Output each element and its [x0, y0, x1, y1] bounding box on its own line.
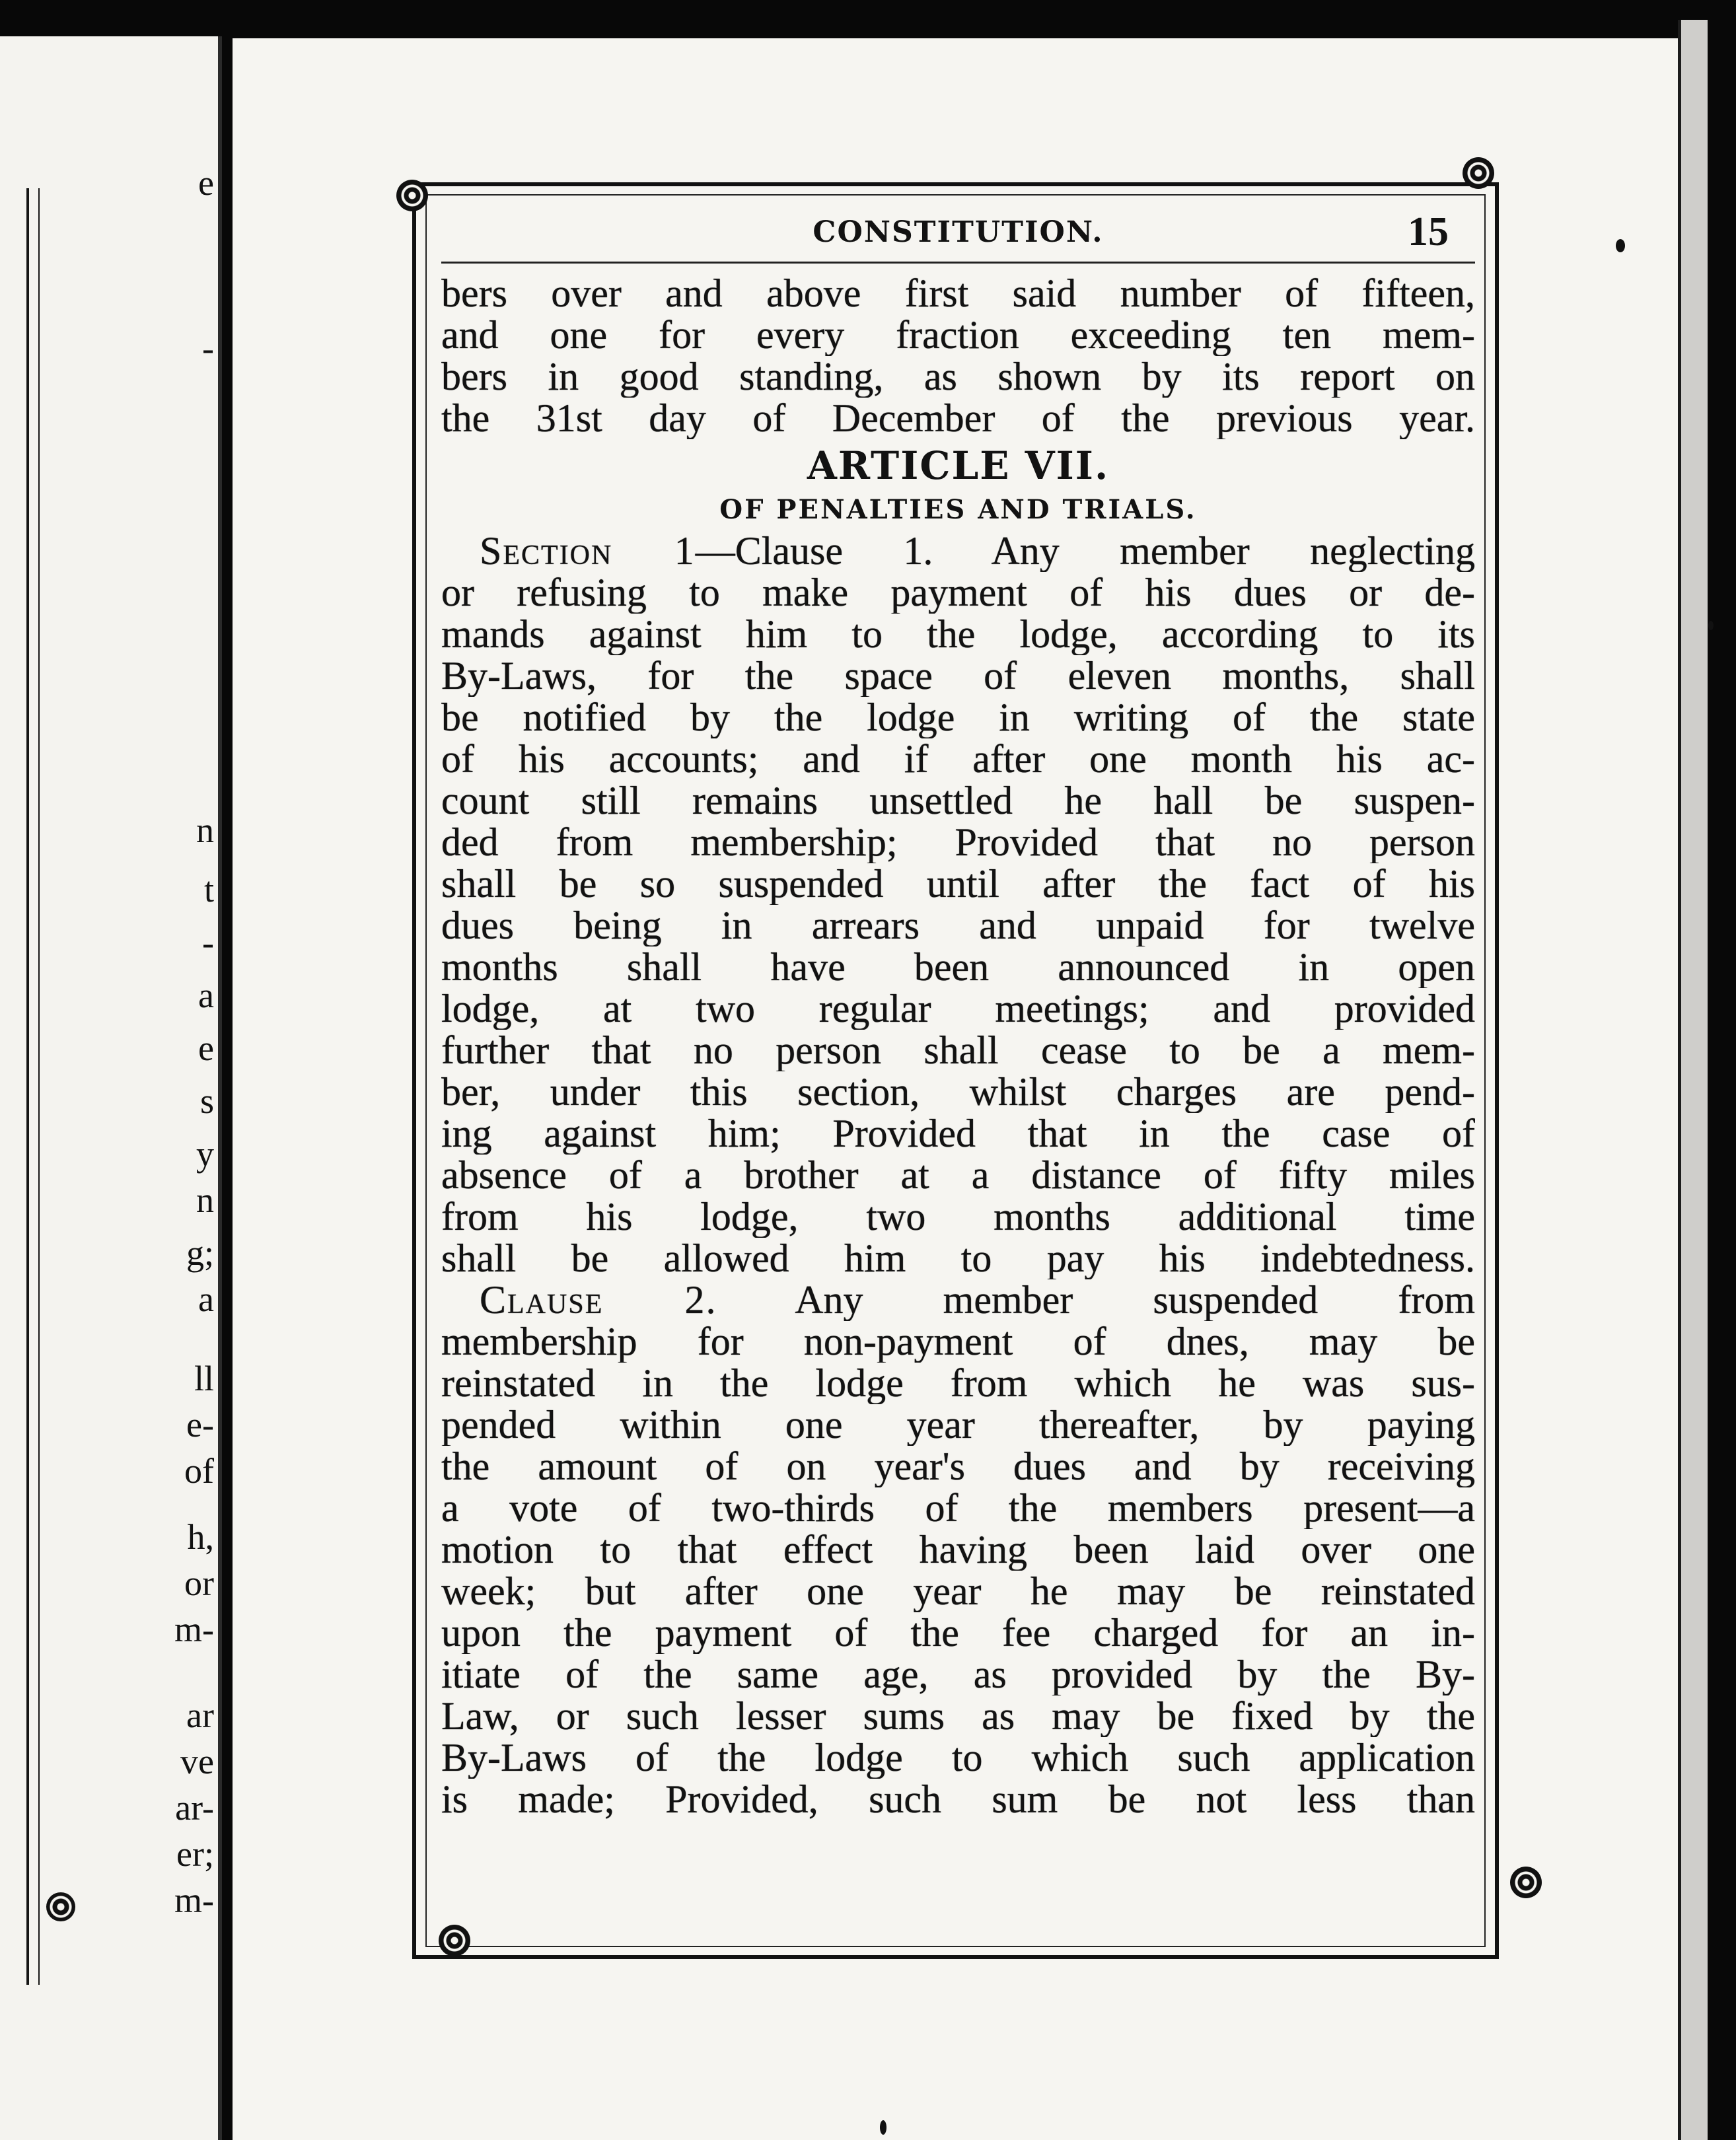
section-1-line: further that no person shall cease to be a mem- — [441, 1030, 1475, 1071]
page-number: 15 — [1408, 209, 1449, 254]
continuation-paragraph — [441, 273, 1475, 439]
corner-rosette-icon — [439, 1925, 470, 1956]
left-page-fragment: of — [184, 1451, 214, 1491]
running-header — [441, 203, 1475, 264]
section-1-line: absence of a brother at a distance of fifty miles — [441, 1155, 1475, 1196]
section-1-line: ing against him; Provided that in the case of — [441, 1113, 1475, 1155]
clause-2-line: reinstated in the lodge from which he was sus- — [441, 1363, 1475, 1404]
section-1-lines — [441, 572, 1475, 1279]
section-1-line: of his accounts; and if after one month his ac- — [441, 738, 1475, 780]
section-1-line: count still remains unsettled he hall be suspen- — [441, 780, 1475, 822]
section-1-line: shall be allowed him to pay his indebtedness. — [441, 1238, 1475, 1279]
article-subheading: OF PENALTIES AND TRIALS. — [719, 494, 1197, 525]
clause-2-line: Law, or such lesser sums as may be fixed by the — [441, 1695, 1475, 1737]
clause-2-first-line-text: Any member suspended from — [717, 1279, 1475, 1321]
left-page-fragment: ve — [180, 1742, 214, 1781]
running-title: CONSTITUTION. — [813, 215, 1104, 249]
left-page-fragment: er; — [176, 1834, 214, 1874]
left-page-fragment: or — [184, 1563, 214, 1603]
left-page-fragment: e — [198, 163, 214, 203]
dust-speck — [1708, 621, 1714, 630]
right-page-edge — [1678, 20, 1708, 2140]
left-page-fragment: h, — [187, 1517, 214, 1557]
clause-2-line: By-Laws of the lodge to which such application — [441, 1737, 1475, 1779]
section-1-line: ber, under this section, whilst charges are pend- — [441, 1071, 1475, 1113]
section-1-line: mands against him to the lodge, according to its — [441, 614, 1475, 655]
clause-2-line: week; but after one year he may be reinstated — [441, 1571, 1475, 1612]
section-1-line: lodge, at two regular meetings; and provided — [441, 988, 1475, 1030]
clause-2-line: a vote of two-thirds of the members present—a — [441, 1487, 1475, 1529]
page-body — [441, 203, 1475, 1820]
clause-2-lines — [441, 1321, 1475, 1820]
continuation-line: the 31st day of December of the previous year. — [441, 398, 1475, 439]
left-page-fragment: m- — [174, 1880, 214, 1920]
left-page-fragment: - — [202, 923, 214, 962]
section-1-line: shall be so suspended until after the fact of his — [441, 863, 1475, 905]
left-page-fragment: t — [203, 870, 214, 910]
left-page-fragment: e — [198, 1028, 214, 1068]
left-page-fragment: e- — [186, 1405, 214, 1444]
left-page-fragment: ll — [194, 1359, 214, 1398]
section-1-line: or refusing to make payment of his dues or de- — [441, 572, 1475, 614]
section-1-paragraph — [441, 530, 1475, 1279]
clause-2-first-line — [441, 1279, 1475, 1321]
corner-rosette-icon — [1510, 1867, 1542, 1898]
dust-speck — [1616, 239, 1625, 252]
clause-2-label: Clause 2. — [480, 1279, 717, 1321]
left-page-fragment: y — [196, 1134, 214, 1174]
article-heading: ARTICLE VII. — [807, 443, 1110, 488]
section-1-line: dues being in arrears and unpaid for twelve — [441, 905, 1475, 946]
section-first-line-text: —Clause 1. Any member neglecting — [695, 530, 1475, 572]
continuation-line: and one for every fraction exceeding ten mem- — [441, 314, 1475, 356]
left-page-fragment: ar — [186, 1695, 214, 1735]
section-label: Section 1 — [480, 530, 696, 572]
clause-2-line: itiate of the same age, as provided by the By- — [441, 1654, 1475, 1695]
main-page — [233, 38, 1699, 2140]
section-1-line: ded from membership; Provided that no person — [441, 822, 1475, 863]
left-page-fragment: g; — [186, 1233, 214, 1273]
continuation-line: bers over and above first said number of fifteen, — [441, 273, 1475, 314]
left-page-fragment: n — [196, 1180, 214, 1220]
corner-rosette-icon — [396, 180, 428, 211]
left-page-fragment: m- — [174, 1610, 214, 1649]
left-page-fragment: a — [198, 1279, 214, 1319]
section-1-line: from his lodge, two months additional time — [441, 1196, 1475, 1238]
left-facing-page — [0, 36, 222, 2140]
clause-2-line: the amount of on year's dues and by receiving — [441, 1446, 1475, 1487]
section-1-first-line — [441, 530, 1475, 572]
clause-2-line: pended within one year thereafter, by paying — [441, 1404, 1475, 1446]
continuation-line: bers in good standing, as shown by its report on — [441, 356, 1475, 398]
clause-2-paragraph — [441, 1279, 1475, 1820]
left-page-fragment: s — [199, 1081, 214, 1121]
clause-2-line: upon the payment of the fee charged for an in- — [441, 1612, 1475, 1654]
text-block — [441, 273, 1475, 1820]
clause-2-line: is made; Provided, such sum be not less than — [441, 1779, 1475, 1820]
section-1-line: months shall have been announced in open — [441, 946, 1475, 988]
corner-rosette-icon — [1463, 157, 1494, 189]
left-page-fragment: ar- — [175, 1788, 214, 1828]
section-1-line: By-Laws, for the space of eleven months, shall — [441, 655, 1475, 697]
clause-2-line: motion to that effect having been laid over one — [441, 1529, 1475, 1571]
left-page-fragment: - — [202, 328, 214, 368]
corner-rosette-icon — [46, 1892, 75, 1921]
section-1-line: be notified by the lodge in writing of the state — [441, 697, 1475, 738]
left-page-fragment: a — [198, 976, 214, 1015]
left-page-fragment: n — [196, 810, 214, 850]
clause-2-line: membership for non-payment of dnes, may be — [441, 1321, 1475, 1363]
dust-speck — [880, 2120, 886, 2135]
